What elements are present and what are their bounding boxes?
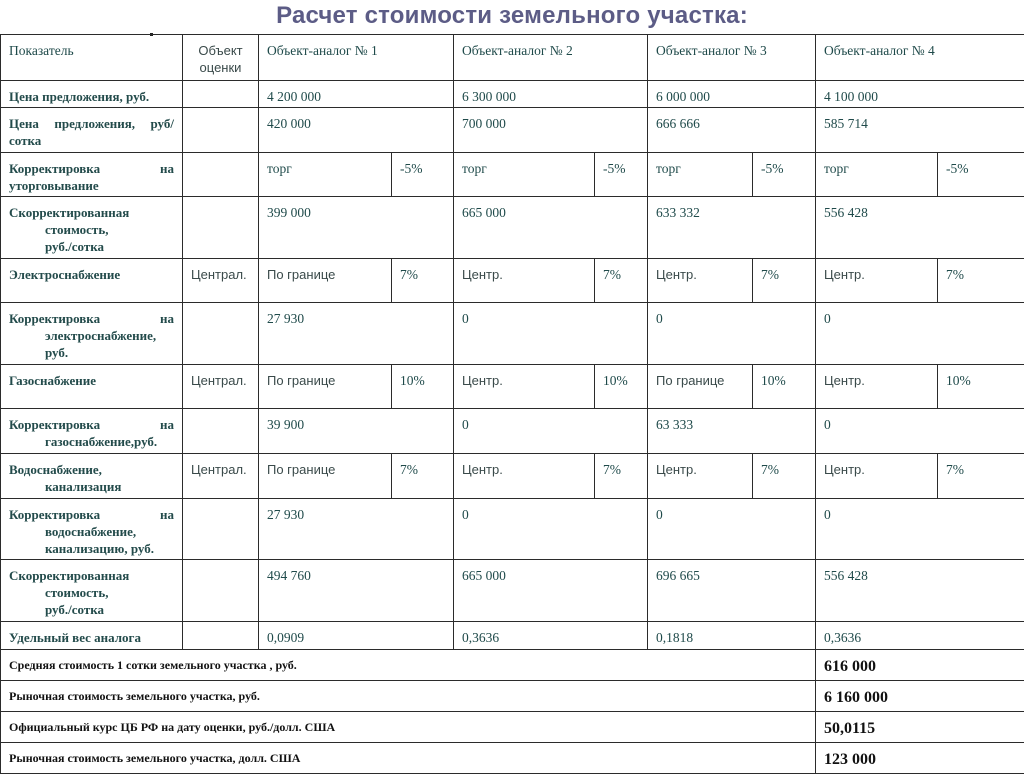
label-line: электроснабжение,: [9, 327, 174, 344]
value-cell: Центр.: [816, 365, 938, 409]
table-row: [1, 409, 1024, 454]
label-line: канализация: [9, 478, 174, 495]
percent-cell: 7%: [753, 259, 816, 303]
value-cell: По границе: [648, 365, 753, 409]
subject-cell: [183, 409, 259, 454]
label-line: Корректировка на: [9, 416, 174, 433]
value-cell: 0: [816, 303, 1024, 365]
subject-cell: [183, 197, 259, 259]
value-cell: 585 714: [816, 108, 1024, 153]
value-cell: торг: [648, 153, 753, 197]
row-label-bargain-adj: Корректировка на уторговывание: [1, 153, 183, 197]
header-indicator: Показатель: [1, 35, 183, 81]
summary-label-market-rub: Рыночная стоимость земельного участка, руб.: [1, 681, 816, 712]
row-label-electricity-adj: [1, 303, 183, 365]
header-analog-2: Объект-аналог № 2: [454, 35, 648, 81]
subject-cell: [183, 499, 259, 560]
value-cell: торг: [454, 153, 595, 197]
value-cell: По границе: [259, 259, 392, 303]
value-cell: 0,1818: [648, 622, 816, 650]
value-cell: 27 930: [259, 499, 454, 560]
percent-cell: 7%: [753, 454, 816, 499]
value-cell: 665 000: [454, 560, 648, 622]
value-cell: 556 428: [816, 560, 1024, 622]
label-line: руб./сотка: [9, 238, 174, 255]
label-line: Корректировка на: [9, 310, 174, 327]
percent-cell: 7%: [938, 454, 1024, 499]
label-line: Скорректированная: [9, 568, 129, 583]
header-row: [1, 35, 1024, 81]
subject-cell: [183, 560, 259, 622]
percent-cell: -5%: [938, 153, 1024, 197]
label-line: Водоснабжение,: [9, 462, 102, 477]
row-label-water: [1, 454, 183, 499]
summary-row: [1, 681, 1024, 712]
value-cell: торг: [259, 153, 392, 197]
value-cell: 0: [648, 303, 816, 365]
percent-cell: 7%: [392, 259, 454, 303]
row-label-gas-adj: [1, 409, 183, 454]
row-label-offer-price: Цена предложения, руб.: [1, 81, 183, 108]
table-row: [1, 454, 1024, 499]
summary-value-avg-sotka: 616 000: [816, 650, 1024, 681]
value-cell: Центр.: [648, 454, 753, 499]
value-cell: 666 666: [648, 108, 816, 153]
page-title: Расчет стоимости земельного участка:: [0, 0, 1024, 34]
table-row: [1, 622, 1024, 650]
table-row: [1, 365, 1024, 409]
value-cell: 4 100 000: [816, 81, 1024, 108]
table-row: [1, 499, 1024, 560]
label-line: водоснабжение,: [9, 523, 174, 540]
value-cell: 0: [454, 303, 648, 365]
value-cell: 700 000: [454, 108, 648, 153]
land-valuation-table: [0, 34, 1024, 774]
subject-cell: Централ.: [183, 454, 259, 499]
summary-row: [1, 712, 1024, 743]
row-label-water-adj: [1, 499, 183, 560]
value-cell: 0,0909: [259, 622, 454, 650]
percent-cell: -5%: [753, 153, 816, 197]
value-cell: 0: [648, 499, 816, 560]
row-label-adjusted-cost-2: [1, 560, 183, 622]
percent-cell: -5%: [392, 153, 454, 197]
table-row: [1, 560, 1024, 622]
value-cell: 0: [454, 499, 648, 560]
label-line: стоимость,: [9, 584, 174, 601]
percent-cell: 10%: [595, 365, 648, 409]
subject-cell: [183, 81, 259, 108]
header-analog-4: Объект-аналог № 4: [816, 35, 1024, 81]
value-cell: 0: [816, 499, 1024, 560]
label-line: руб.: [9, 344, 174, 361]
value-cell: Центр.: [454, 365, 595, 409]
value-cell: 6 000 000: [648, 81, 816, 108]
value-cell: Центр.: [648, 259, 753, 303]
row-label-gas: Газоснабжение: [1, 365, 183, 409]
header-subject: Объект оценки: [183, 35, 259, 81]
value-cell: Центр.: [816, 259, 938, 303]
value-cell: 0,3636: [454, 622, 648, 650]
percent-cell: 7%: [595, 259, 648, 303]
subject-cell: [183, 303, 259, 365]
value-cell: 696 665: [648, 560, 816, 622]
percent-cell: 7%: [595, 454, 648, 499]
value-cell: 420 000: [259, 108, 454, 153]
value-cell: 6 300 000: [454, 81, 648, 108]
percent-cell: 10%: [753, 365, 816, 409]
label-line: газоснабжение,руб.: [9, 433, 174, 450]
percent-cell: 7%: [392, 454, 454, 499]
value-cell: торг: [816, 153, 938, 197]
row-label-adjusted-cost: [1, 197, 183, 259]
table-row: [1, 197, 1024, 259]
value-cell: 4 200 000: [259, 81, 454, 108]
summary-label-market-usd: Рыночная стоимость земельного участка, долл. США: [1, 743, 816, 774]
summary-row: [1, 650, 1024, 681]
value-cell: По границе: [259, 454, 392, 499]
subject-cell: [183, 108, 259, 153]
label-line: Скорректированная: [9, 205, 129, 220]
value-cell: 0: [454, 409, 648, 454]
table-row: [1, 81, 1024, 108]
summary-row: [1, 743, 1024, 774]
value-cell: 39 900: [259, 409, 454, 454]
label-line: Корректировка на: [9, 506, 174, 523]
table-row: [1, 259, 1024, 303]
value-cell: 665 000: [454, 197, 648, 259]
value-cell: По границе: [259, 365, 392, 409]
subject-cell: [183, 622, 259, 650]
value-cell: 27 930: [259, 303, 454, 365]
summary-label-avg-sotka: Средняя стоимость 1 сотки земельного участка , руб.: [1, 650, 816, 681]
value-cell: 0: [816, 409, 1024, 454]
percent-cell: 10%: [392, 365, 454, 409]
value-cell: Центр.: [816, 454, 938, 499]
subject-cell: Централ.: [183, 365, 259, 409]
value-cell: 494 760: [259, 560, 454, 622]
subject-cell: Централ.: [183, 259, 259, 303]
value-cell: 399 000: [259, 197, 454, 259]
row-label-weight: Удельный вес аналога: [1, 622, 183, 650]
header-analog-3: Объект-аналог № 3: [648, 35, 816, 81]
label-line: руб./сотка: [9, 601, 174, 618]
percent-cell: 7%: [938, 259, 1024, 303]
subject-cell: [183, 153, 259, 197]
value-cell: Центр.: [454, 259, 595, 303]
summary-label-exchange-rate: Официальный курс ЦБ РФ на дату оценки, руб./долл. США: [1, 712, 816, 743]
value-cell: 0,3636: [816, 622, 1024, 650]
summary-value-exchange-rate: 50,0115: [816, 712, 1024, 743]
summary-value-market-rub: 6 160 000: [816, 681, 1024, 712]
row-label-offer-price-sotka: Цена предложения, руб/сотка: [1, 108, 183, 153]
table-row: [1, 303, 1024, 365]
value-cell: 556 428: [816, 197, 1024, 259]
label-line: канализацию, руб.: [9, 540, 174, 557]
row-label-electricity: Электроснабжение: [1, 259, 183, 303]
table-row: [1, 108, 1024, 153]
percent-cell: -5%: [595, 153, 648, 197]
summary-value-market-usd: 123 000: [816, 743, 1024, 774]
value-cell: Центр.: [454, 454, 595, 499]
table-row: [1, 153, 1024, 197]
value-cell: 63 333: [648, 409, 816, 454]
label-line: стоимость,: [9, 221, 174, 238]
value-cell: 633 332: [648, 197, 816, 259]
header-analog-1: Объект-аналог № 1: [259, 35, 454, 81]
percent-cell: 10%: [938, 365, 1024, 409]
